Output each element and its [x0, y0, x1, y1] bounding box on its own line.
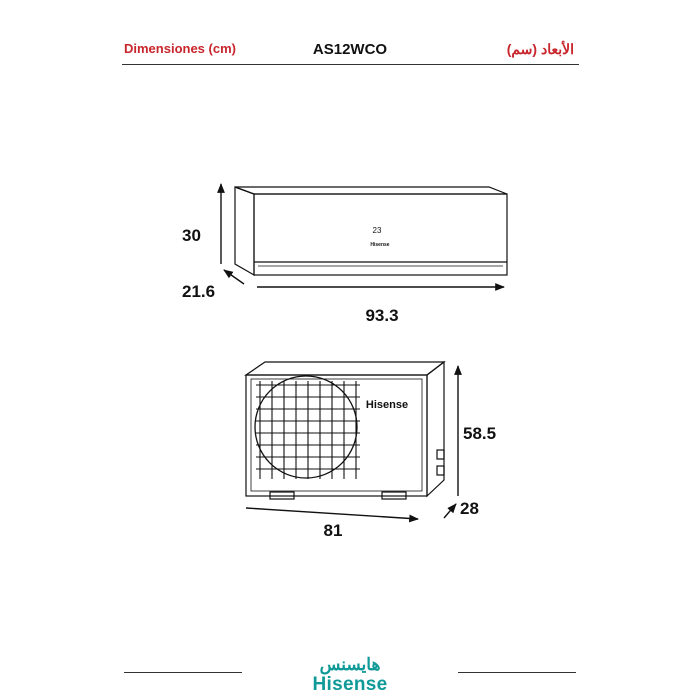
fan-grille — [255, 376, 360, 479]
indoor-depth-label: 21.6 — [182, 282, 216, 301]
outdoor-unit-inner — [251, 379, 422, 491]
outdoor-width-label: 81 — [323, 521, 343, 540]
indoor-height-label: 30 — [182, 226, 201, 245]
header-title-left: Dimensiones (cm) — [124, 41, 236, 56]
outdoor-logo: Hisense — [365, 399, 409, 411]
outdoor-unit-side — [427, 362, 444, 496]
brand-logo-arabic: هايسنس — [319, 655, 381, 674]
indoor-unit-top — [235, 187, 507, 194]
outdoor-depth-arrow — [444, 504, 456, 518]
outdoor-valve-bottom — [437, 466, 444, 475]
outdoor-depth-label: 28 — [460, 499, 479, 518]
model-number: AS12WCO — [312, 41, 388, 58]
outdoor-unit — [246, 362, 444, 499]
indoor-display: 23 — [372, 226, 382, 235]
outdoor-valve-top — [437, 450, 444, 459]
indoor-unit-side — [235, 187, 254, 275]
header-title-right: الأبعاد (سم) — [506, 41, 574, 57]
outdoor-unit-front — [246, 375, 427, 496]
indoor-unit — [235, 187, 507, 275]
outdoor-width-arrow — [246, 508, 418, 519]
indoor-depth-arrow — [224, 270, 244, 284]
indoor-logo: Hisense — [370, 242, 390, 248]
outdoor-unit-top — [246, 362, 444, 375]
outdoor-height-label: 58.5 — [463, 424, 497, 443]
indoor-width-label: 93.3 — [365, 306, 399, 325]
brand-logo-english: Hisense — [312, 674, 388, 695]
